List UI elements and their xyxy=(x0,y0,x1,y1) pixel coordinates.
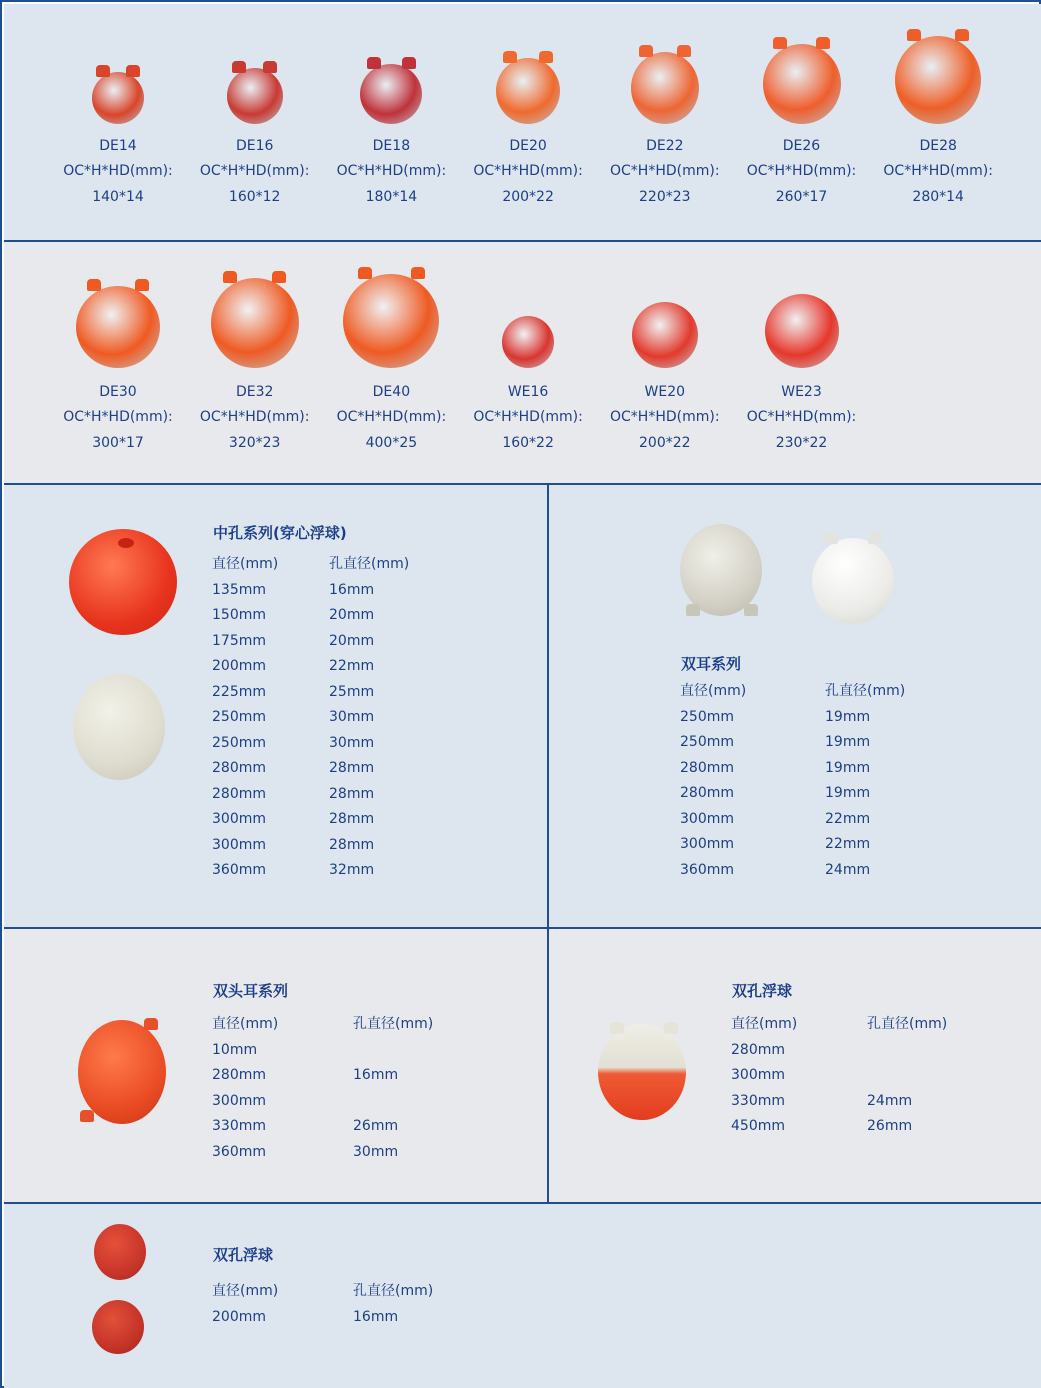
diameter-value: 10mm xyxy=(212,1041,258,1058)
center-hole-ball-white xyxy=(73,674,165,780)
product-cell xyxy=(597,2,733,451)
float-ball-icon xyxy=(76,286,160,368)
diameter-value: 250mm xyxy=(212,709,266,725)
product-name: DE14 xyxy=(99,138,137,154)
hole-diameter-value: 26mm xyxy=(353,1118,399,1134)
diameter-value: 280mm xyxy=(731,1041,785,1058)
product-name: WE20 xyxy=(644,384,686,400)
product-spec-label: OC*H*HD(mm): xyxy=(883,163,993,179)
product-name: DE28 xyxy=(919,138,957,154)
diameter-value: 150mm xyxy=(212,607,266,623)
double-ear-foot-right xyxy=(744,604,758,616)
product-cell xyxy=(460,2,596,451)
product-spec-label: OC*H*HD(mm): xyxy=(746,409,857,425)
product-dimensions: 220*23 xyxy=(639,189,691,205)
hole-diameter-value: 16mm xyxy=(353,1308,399,1325)
hole-diameter-value: 19mm xyxy=(825,759,871,776)
float-ear-icon xyxy=(907,29,921,41)
hole-diameter-value: 19mm xyxy=(825,785,871,801)
float-ear-icon xyxy=(87,279,101,291)
double-head-ear-title: 双头耳系列 xyxy=(213,982,289,1000)
double-hole-float-b-col2 xyxy=(353,1279,433,1330)
double-ear-foot-left xyxy=(686,604,700,616)
product-dimensions: 160*22 xyxy=(502,435,554,451)
product-spec-label: OC*H*HD(mm): xyxy=(336,163,447,179)
product-dimensions: 300*17 xyxy=(92,435,144,451)
product-dimensions: 230*22 xyxy=(775,435,828,451)
diameter-value: 360mm xyxy=(212,862,266,878)
float-ball-icon xyxy=(895,36,981,124)
double-head-ear-tab-bottom xyxy=(80,1110,94,1122)
double-hole-float-a-ear-left xyxy=(610,1022,624,1034)
product-name: DE32 xyxy=(235,384,274,400)
hole-diameter-value: 22mm xyxy=(329,658,375,674)
hole-diameter-value xyxy=(867,1063,947,1089)
product-name: DE30 xyxy=(99,384,137,400)
float-ball-icon xyxy=(343,274,439,368)
hole-diameter-value xyxy=(353,1089,433,1115)
center-hole-title: 中孔系列(穿心浮球) xyxy=(213,524,347,542)
float-ball-icon xyxy=(502,316,554,368)
diameter-value: 250mm xyxy=(212,734,266,751)
diameter-value: 280mm xyxy=(680,759,734,776)
diameter-value: 280mm xyxy=(212,1067,266,1083)
product-spec-label: OC*H*HD(mm): xyxy=(610,163,720,179)
product-name: WE16 xyxy=(507,384,549,400)
product-dimensions: 280*14 xyxy=(912,189,964,205)
hole-diameter-value: 28mm xyxy=(329,836,375,853)
hole-diameter-value: 28mm xyxy=(329,811,375,827)
hole-diameter-value xyxy=(353,1038,433,1064)
double-ear-ear-right xyxy=(868,532,882,544)
hole-diameter-value: 32mm xyxy=(329,862,375,878)
product-name: DE26 xyxy=(782,138,821,154)
double-hole-float-b-title: 双孔浮球 xyxy=(213,1246,274,1264)
product-spec-label: OC*H*HD(mm): xyxy=(746,163,857,179)
diameter-value: 200mm xyxy=(212,1308,266,1325)
float-ear-icon xyxy=(358,267,372,279)
hole-diameter-value: 22mm xyxy=(825,836,871,852)
hole-diameter-value: 16mm xyxy=(329,581,375,598)
product-spec-label: OC*H*HD(mm): xyxy=(610,409,720,425)
diameter-value: 135mm xyxy=(212,581,266,598)
double-head-ear-h2: 孔直径(mm) xyxy=(353,1016,434,1032)
diameter-value: 250mm xyxy=(680,734,734,750)
diameter-value: 200mm xyxy=(212,658,266,674)
double-ear-ball-white xyxy=(812,538,894,624)
float-ear-icon xyxy=(135,279,149,291)
diameter-value: 300mm xyxy=(680,810,734,827)
product-spec-label: OC*H*HD(mm): xyxy=(199,163,310,179)
double-head-ear-col2 xyxy=(353,1012,433,1165)
divider-2 xyxy=(547,929,549,1204)
product-spec-label: OC*H*HD(mm): xyxy=(336,409,447,425)
hole-diameter-value: 28mm xyxy=(329,760,375,776)
center-hole-ball-hole xyxy=(118,538,134,548)
product-name: DE18 xyxy=(372,138,411,154)
product-name: WE23 xyxy=(781,384,822,400)
float-ear-icon xyxy=(411,267,425,279)
diameter-value: 300mm xyxy=(212,811,266,827)
product-name: DE16 xyxy=(235,138,274,154)
double-ear-ball-grey xyxy=(680,524,762,616)
double-head-ear-col1 xyxy=(212,1012,278,1165)
hole-diameter-value: 30mm xyxy=(329,709,375,725)
diameter-value: 330mm xyxy=(212,1118,266,1134)
product-spec-label: OC*H*HD(mm): xyxy=(63,409,173,425)
double-hole-float-b-h2: 孔直径(mm) xyxy=(353,1283,434,1299)
diameter-value: 250mm xyxy=(680,708,734,725)
product-dimensions: 200*22 xyxy=(502,189,554,205)
product-dimensions: 160*12 xyxy=(228,189,281,205)
product-name: DE20 xyxy=(509,138,547,154)
diameter-value: 300mm xyxy=(731,1067,785,1083)
center-hole-h2: 孔直径(mm) xyxy=(329,556,410,572)
diameter-value: 330mm xyxy=(731,1092,785,1109)
double-ear-col2 xyxy=(825,679,905,883)
hole-diameter-value: 16mm xyxy=(353,1067,399,1083)
hole-diameter-value: 28mm xyxy=(329,785,375,802)
diameter-value: 280mm xyxy=(212,760,266,776)
hole-diameter-value: 25mm xyxy=(329,683,375,700)
double-hole-float-a-title: 双孔浮球 xyxy=(732,982,793,1000)
hole-diameter-value: 24mm xyxy=(825,861,871,878)
double-hole-float-b-ball-2 xyxy=(92,1300,144,1354)
hole-diameter-value: 19mm xyxy=(825,734,871,750)
diameter-value: 280mm xyxy=(212,785,266,802)
hole-diameter-value xyxy=(867,1038,947,1064)
product-spec-label: OC*H*HD(mm): xyxy=(63,163,173,179)
double-hole-float-a-ear-right xyxy=(664,1022,678,1034)
double-hole-float-b-h1: 直径(mm) xyxy=(212,1283,279,1299)
diameter-value: 300mm xyxy=(212,1092,266,1109)
hole-diameter-value: 30mm xyxy=(353,1143,399,1160)
product-cell xyxy=(50,2,186,451)
double-hole-float-b-ball-1 xyxy=(94,1224,146,1280)
product-dimensions: 140*14 xyxy=(92,189,144,205)
double-hole-float-a-col1 xyxy=(731,1012,797,1140)
double-ear-h2: 孔直径(mm) xyxy=(825,683,906,699)
hole-diameter-value: 26mm xyxy=(867,1118,913,1134)
product-spec-label: OC*H*HD(mm): xyxy=(473,409,583,425)
hole-diameter-value: 24mm xyxy=(867,1092,913,1109)
product-name: DE40 xyxy=(372,384,411,400)
center-hole-h1: 直径(mm) xyxy=(212,556,279,572)
double-hole-float-a-col2 xyxy=(867,1012,947,1140)
divider-1 xyxy=(547,485,549,929)
float-ear-icon xyxy=(955,29,969,41)
diameter-value: 300mm xyxy=(212,836,266,853)
product-dimensions: 320*23 xyxy=(228,435,281,451)
double-head-ear-ball xyxy=(78,1020,166,1124)
double-ear-ear-left xyxy=(824,532,838,544)
center-hole-col1 xyxy=(212,552,278,884)
product-spec-label: OC*H*HD(mm): xyxy=(473,163,583,179)
diameter-value: 360mm xyxy=(680,861,734,878)
diameter-value: 280mm xyxy=(680,785,734,801)
double-head-ear-h1: 直径(mm) xyxy=(212,1016,279,1032)
double-ear-h1: 直径(mm) xyxy=(680,683,747,699)
product-cell xyxy=(870,2,1006,205)
product-dimensions: 180*14 xyxy=(365,189,418,205)
product-dimensions: 200*22 xyxy=(639,435,691,451)
diameter-value: 300mm xyxy=(680,836,734,852)
double-hole-float-a-h1: 直径(mm) xyxy=(731,1016,798,1032)
product-cell xyxy=(734,2,870,451)
product-spec-label: OC*H*HD(mm): xyxy=(199,409,310,425)
float-ear-icon xyxy=(272,271,286,283)
center-hole-col2 xyxy=(329,552,409,884)
series-band-3 xyxy=(4,1204,1041,1388)
hole-diameter-value: 19mm xyxy=(825,708,871,725)
double-hole-float-a-ball xyxy=(598,1024,686,1120)
float-ball-icon xyxy=(211,278,299,368)
diameter-value: 450mm xyxy=(731,1118,785,1134)
float-ball-icon xyxy=(765,294,839,368)
double-hole-float-a-h2: 孔直径(mm) xyxy=(867,1016,948,1032)
hole-diameter-value: 30mm xyxy=(329,734,375,751)
float-ball-icon xyxy=(632,302,698,368)
diameter-value: 175mm xyxy=(212,632,266,649)
product-name: DE22 xyxy=(646,138,684,154)
double-ear-title: 双耳系列 xyxy=(681,655,742,673)
diameter-value: 225mm xyxy=(212,683,266,700)
product-cell xyxy=(187,2,323,451)
hole-diameter-value: 20mm xyxy=(329,632,375,649)
product-dimensions: 260*17 xyxy=(775,189,828,205)
double-ear-col1 xyxy=(680,679,746,883)
product-cell xyxy=(323,2,459,451)
diameter-value: 360mm xyxy=(212,1143,266,1160)
product-dimensions: 400*25 xyxy=(365,435,418,451)
hole-diameter-value: 20mm xyxy=(329,607,375,623)
float-ear-icon xyxy=(223,271,237,283)
double-hole-float-b-col1 xyxy=(212,1279,278,1330)
hole-diameter-value: 22mm xyxy=(825,810,871,827)
